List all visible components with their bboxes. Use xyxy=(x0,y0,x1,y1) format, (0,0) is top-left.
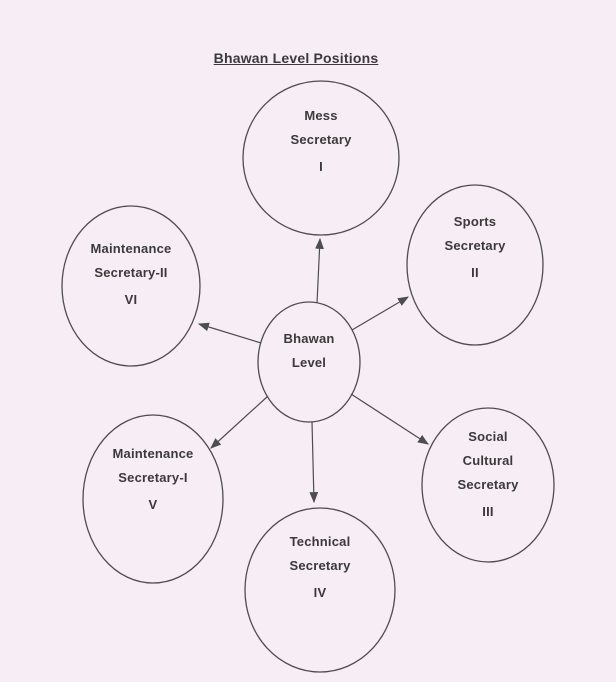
node-line: Secretary xyxy=(457,477,519,492)
node-numeral: IV xyxy=(313,585,327,600)
node-line: Sports xyxy=(453,214,497,229)
sports-secretary-label xyxy=(444,210,505,285)
connector-arrow-technical-secretary xyxy=(312,422,314,502)
node-line: Bhawan xyxy=(283,331,335,346)
node-line: Mess xyxy=(304,108,338,123)
node-line: Secretary xyxy=(444,238,506,253)
node-line: Secretary xyxy=(290,132,352,147)
page-title: Bhawan Level Positions xyxy=(213,50,379,66)
node-line: Maintenance xyxy=(90,241,172,256)
mess-secretary-label xyxy=(290,104,351,179)
node-line: Technical xyxy=(289,534,351,549)
connector-arrow-mess-secretary xyxy=(317,239,320,303)
node-line: Secretary-I xyxy=(118,470,188,485)
social-cultural-secretary-label xyxy=(457,425,518,524)
connector-arrow-social-cultural-secretary xyxy=(351,394,428,444)
node-line: Social xyxy=(468,429,508,444)
node-numeral: III xyxy=(482,504,494,519)
connector-arrow-maintenance-secretary-2 xyxy=(199,324,261,343)
node-line: Maintenance xyxy=(112,446,194,461)
node-numeral: VI xyxy=(124,292,138,307)
node-numeral: V xyxy=(148,497,158,512)
maintenance-secretary-2-label xyxy=(91,237,172,312)
maintenance-secretary-1-label xyxy=(113,442,194,517)
node-line: Secretary-II xyxy=(94,265,168,280)
node-numeral: I xyxy=(319,159,323,174)
technical-secretary-label xyxy=(289,530,350,605)
node-line: Secretary xyxy=(289,558,351,573)
node-line: Cultural xyxy=(462,453,514,468)
connector-arrow-sports-secretary xyxy=(352,297,408,330)
node-line: Level xyxy=(291,355,327,370)
bhawan-level-center-label xyxy=(283,327,334,375)
connector-arrow-maintenance-secretary-1 xyxy=(211,396,268,448)
node-numeral: II xyxy=(471,265,479,280)
